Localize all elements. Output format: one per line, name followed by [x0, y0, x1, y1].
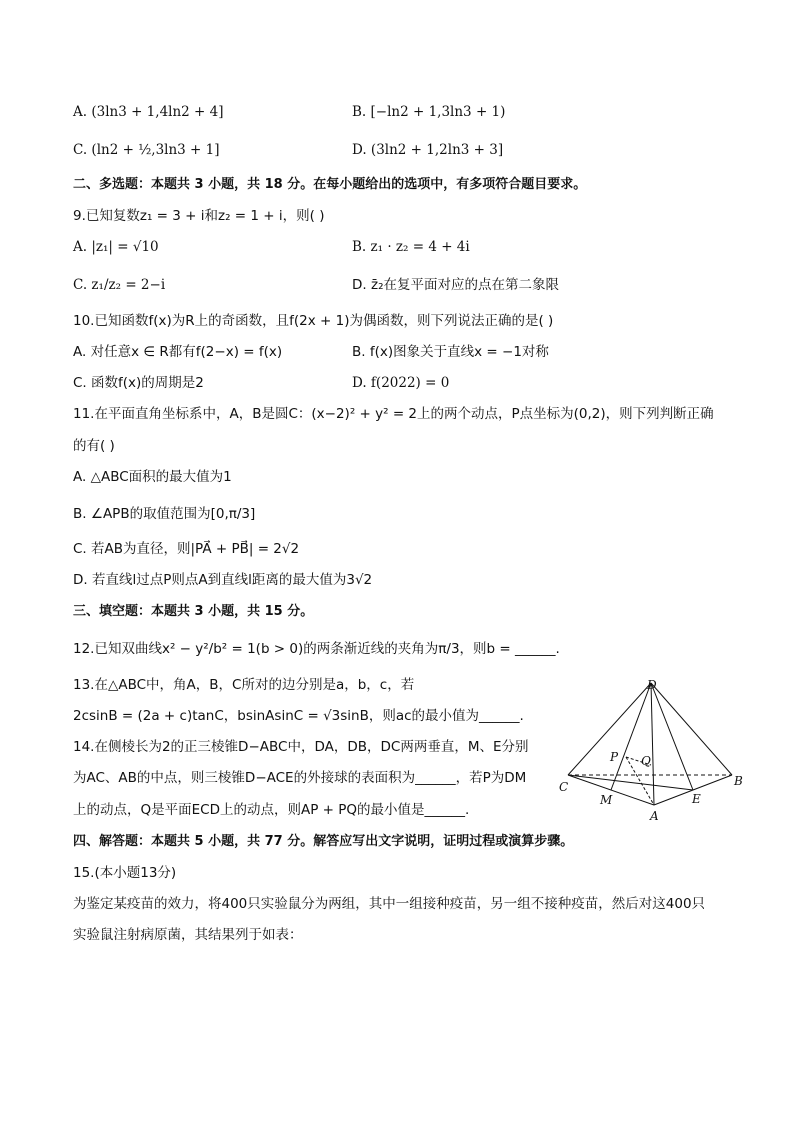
q11-option-c: C. 若AB为直径，则|PA⃗ + PB⃗| = 2√2: [73, 541, 300, 557]
label-q: Q: [641, 754, 651, 768]
q11-option-d: D. 若直线l过点P则点A到直线l距离的最大值为3√2: [73, 572, 373, 588]
label-b: B: [734, 774, 743, 788]
edge-ce: [568, 775, 693, 790]
q9-stem: 9.已知复数z₁ = 3 + i和z₂ = 1 + i，则( ): [73, 208, 325, 224]
edge-dm: [611, 683, 651, 790]
label-p: P: [610, 750, 619, 764]
q8-option-c: C. (ln2 + ½,3ln3 + 1]: [73, 142, 220, 158]
q14-line3: 上的动点，Q是平面ECD上的动点，则AP + PQ的最小值是______.: [73, 802, 470, 818]
q11-option-b: B. ∠APB的取值范围为[0,π/3]: [73, 506, 256, 522]
q13-line1: 13.在△ABC中，角A，B，C所对的边分别是a，b，c，若: [73, 677, 415, 693]
edge-de: [651, 683, 693, 790]
label-c: C: [559, 780, 569, 794]
q10-option-d: D. f(2022) = 0: [352, 375, 450, 391]
label-d: D: [647, 678, 657, 692]
q10-option-a: A. 对任意x ∈ R都有f(2−x) = f(x): [73, 344, 283, 360]
q9-option-d: D. z̄₂在复平面对应的点在第二象限: [352, 277, 559, 293]
q9-option-c: C. z₁/z₂ = 2−i: [73, 277, 166, 293]
section-2-heading: 二、多选题：本题共 3 小题，共 18 分。在每小题给出的选项中，有多项符合题目要求。: [73, 177, 587, 192]
edge-da: [651, 683, 654, 805]
label-m: M: [600, 793, 613, 807]
label-a: A: [650, 809, 659, 823]
pyramid-figure: [554, 675, 754, 825]
q12: 12.已知双曲线x² − y²/b² = 1(b > 0)的两条渐近线的夹角为π/3，则b = ______.: [73, 641, 560, 657]
q10-option-b: B. f(x)图象关于直线x = −1对称: [352, 344, 549, 360]
q15-line2: 实验鼠注射病原菌，其结果列于如表：: [73, 927, 303, 943]
q15-line1: 为鉴定某疫苗的效力，将400只实验鼠分为两组，其中一组接种疫苗，另一组不接种疫苗，然后对这400只: [73, 896, 706, 912]
q14-line1: 14.在侧棱长为2的正三棱锥D−ABC中，DA，DB，DC两两垂直，M、E分别: [73, 739, 529, 755]
edge-db: [651, 683, 732, 775]
q11-stem-line2: 的有( ): [73, 438, 115, 454]
q8-option-a: A. (3ln3 + 1,4ln2 + 4]: [73, 104, 224, 120]
q9-option-b: B. z₁ · z₂ = 4 + 4i: [352, 239, 470, 255]
q13-line2: 2csinB = (2a + c)tanC，bsinAsinC = √3sinB，则ac的最小值为______.: [73, 708, 524, 724]
q15-title: 15.(本小题13分): [73, 865, 177, 881]
q14-line2: 为AC、AB的中点，则三棱锥D−ACE的外接球的表面积为______，若P为DM: [73, 770, 527, 786]
q11-stem-line1: 11.在平面直角坐标系中，A，B是圆C：(x−2)² + y² = 2上的两个动点，P点坐标为(0,2)，则下列判断正确: [73, 406, 714, 422]
section-3-heading: 三、填空题：本题共 3 小题，共 15 分。: [73, 604, 314, 619]
q10-stem: 10.已知函数f(x)为R上的奇函数，且f(2x + 1)为偶函数，则下列说法正确的是( ): [73, 313, 554, 329]
q10-option-c: C. 函数f(x)的周期是2: [73, 375, 204, 391]
section-4-heading: 四、解答题：本题共 5 小题，共 77 分。解答应写出文字说明，证明过程或演算步骤。: [73, 834, 574, 849]
q8-option-d: D. (3ln2 + 1,2ln3 + 3]: [352, 142, 504, 158]
label-e: E: [692, 792, 701, 806]
q9-option-a: A. |z₁| = √10: [73, 239, 159, 255]
q8-option-b: B. [−ln2 + 1,3ln3 + 1): [352, 104, 506, 120]
q11-option-a: A. △ABC面积的最大值为1: [73, 469, 232, 485]
